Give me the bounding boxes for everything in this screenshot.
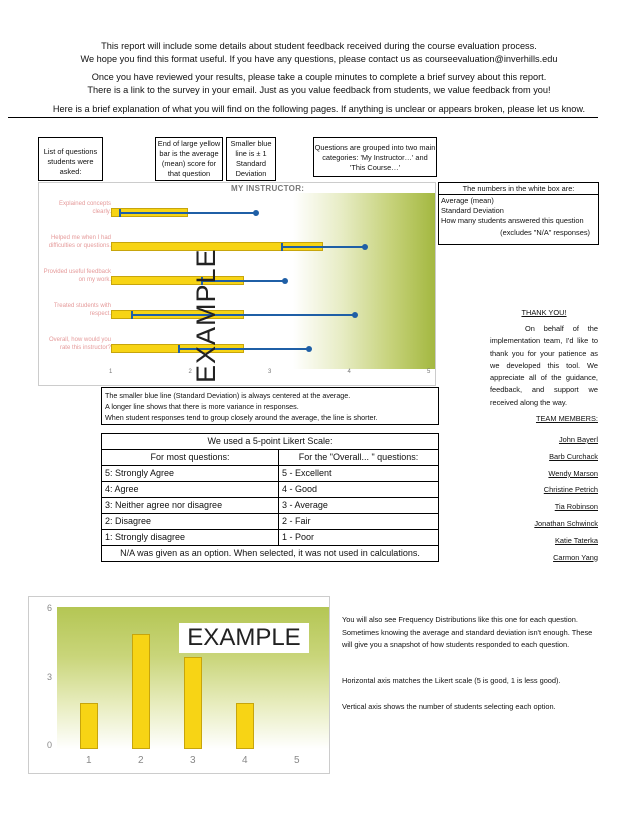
contact-email[interactable]: courseevaluation@inverhills.edu	[425, 54, 558, 64]
likert-footer: N/A was given as an option. When selected, it was not used in calculations.	[102, 546, 439, 562]
white-box-title: The numbers in the white box are:	[439, 184, 598, 195]
sd-cap	[362, 244, 368, 250]
freq-x-tick: 5	[294, 755, 300, 766]
freq-note-1: You will also see Frequency Distributions like this one for each question. Sometimes knowing the average and standard deviation isn't enough. These will give you a snapshot of how students responded to each question.	[342, 615, 593, 649]
intro-line-2-text: We hope you find this format useful. If you have any questions, please contact us as	[80, 54, 426, 64]
freq-x-tick: 2	[138, 755, 144, 766]
likert-cell: 2 - Fair	[279, 514, 439, 530]
team-member: Katie Taterka	[554, 535, 598, 545]
question-label: Provided useful feedback on my work.	[43, 269, 111, 283]
chart-title: MY INSTRUCTOR:	[231, 184, 305, 193]
callout-blue-line: Smaller blue line is ± 1 Standard Deviation	[226, 137, 276, 181]
likert-cell: 5 - Excellent	[279, 466, 439, 482]
sd-note-3: When student responses tend to group closely around the average, the line is shorter.	[105, 413, 378, 422]
white-box-n: How many students answered this question	[441, 216, 584, 225]
team-member: John Bayerl	[558, 435, 598, 444]
sd-cap	[119, 209, 121, 217]
question-label: Treated students with respect.	[53, 303, 111, 317]
callout-yellow-bar: End of large yellow bar is the average (mean) score for that question	[155, 137, 223, 181]
question-label: Helped me when I had difficulties or questions.	[48, 235, 111, 249]
freq-bar	[80, 703, 98, 749]
intro-line-4: There is a link to the survey in your email. Just as you value feedback from students, we value feedback from you!	[87, 85, 551, 95]
callout-white-box	[438, 182, 599, 245]
likert-cell: 1 - Poor	[279, 530, 439, 546]
question-label: Explained concepts clearly.	[58, 201, 111, 215]
callout-questions: List of questions students were asked:	[38, 137, 103, 181]
likert-col2-header: For the "Overall... " questions:	[279, 450, 439, 466]
freq-bar	[184, 657, 202, 749]
likert-cell: 4: Agree	[102, 482, 279, 498]
likert-cell: 4 - Good	[279, 482, 439, 498]
intro-line-3: Once you have reviewed your results, please take a couple minutes to complete a brief survey about this report.	[91, 72, 547, 82]
sd-note-1: The smaller blue line (Standard Deviation) is always centered at the average.	[105, 391, 351, 400]
sd-cap	[281, 243, 283, 251]
team-member: Tia Robinson	[554, 502, 598, 512]
team-title: TEAM MEMBERS:	[535, 414, 598, 423]
likert-cell: 5: Strongly Agree	[102, 466, 279, 482]
sd-cap	[306, 346, 312, 352]
intro-divider	[8, 117, 598, 118]
thanks-title: THANK YOU!	[521, 308, 567, 317]
intro-line-1: This report will include some details about student feedback received during the course evaluation process.	[101, 41, 537, 51]
team-member: Barb Curchack	[549, 451, 598, 461]
x-axis-tick: 5	[427, 369, 431, 375]
sd-line	[282, 246, 365, 248]
freq-y-tick: 6	[47, 603, 53, 613]
callout-categories: Questions are grouped into two main categories: 'My Instructor…' and 'This Course…'	[313, 137, 437, 177]
freq-y-tick: 3	[47, 672, 53, 682]
freq-note-2: Horizontal axis matches the Likert scale (5 is good, 1 is less good).	[342, 676, 561, 685]
likert-title: We used a 5-point Likert Scale:	[102, 434, 439, 450]
team-member: Wendy Marson	[548, 468, 598, 478]
freq-bar	[132, 634, 150, 749]
example-watermark: EXAMPLE	[191, 248, 221, 383]
sd-line	[132, 314, 355, 316]
x-axis-tick: 1	[109, 369, 113, 375]
sd-cap	[178, 345, 180, 353]
thanks-body: On behalf of the implementation team, I'd like to thank you for your patience as we developed this tool. We appreciate all of the guidance, feedback, and support we received along the way.	[490, 324, 598, 407]
x-axis-tick: 4	[347, 369, 351, 375]
freq-bar	[236, 703, 254, 749]
sd-line	[120, 212, 257, 214]
sample-instructor-chart	[38, 182, 436, 386]
intro-line-2	[0, 53, 638, 66]
white-box-mean: Average (mean)	[441, 196, 494, 205]
team-members	[448, 432, 598, 566]
team-member: Carmon Yang	[553, 552, 598, 562]
freq-x-tick: 3	[190, 755, 196, 766]
likert-cell: 3 - Average	[279, 498, 439, 514]
freq-x-tick: 1	[86, 755, 92, 766]
likert-col1-header: For most questions:	[102, 450, 279, 466]
likert-cell: 3: Neither agree nor disagree	[102, 498, 279, 514]
white-box-na: (excludes "N/A" responses)	[500, 228, 590, 237]
freq-x-tick: 4	[242, 755, 248, 766]
likert-cell: 1: Strongly disagree	[102, 530, 279, 546]
team-member: Jonathan Schwinck	[534, 518, 598, 528]
x-axis-tick: 2	[188, 369, 192, 375]
team-member: Christine Petrich	[543, 485, 598, 495]
sd-note-2: A longer line shows that there is more variance in responses.	[105, 402, 299, 411]
sd-cap	[131, 311, 133, 319]
question-label: Overall, how would you rate this instructor?	[48, 337, 111, 351]
likert-table	[101, 433, 439, 562]
frequency-chart	[28, 596, 330, 774]
likert-cell: 2: Disagree	[102, 514, 279, 530]
freq-note-3: Vertical axis shows the number of students selecting each option.	[342, 702, 556, 711]
freq-example-watermark: EXAMPLE	[179, 623, 309, 653]
intro-line-5: Here is a brief explanation of what you will find on the following pages. If anything is unclear or appears broken, please let us know.	[52, 104, 586, 114]
freq-y-tick: 0	[47, 740, 53, 750]
x-axis-tick: 3	[268, 369, 272, 375]
white-box-sd: Standard Deviation	[441, 206, 504, 215]
sd-note	[101, 387, 439, 425]
